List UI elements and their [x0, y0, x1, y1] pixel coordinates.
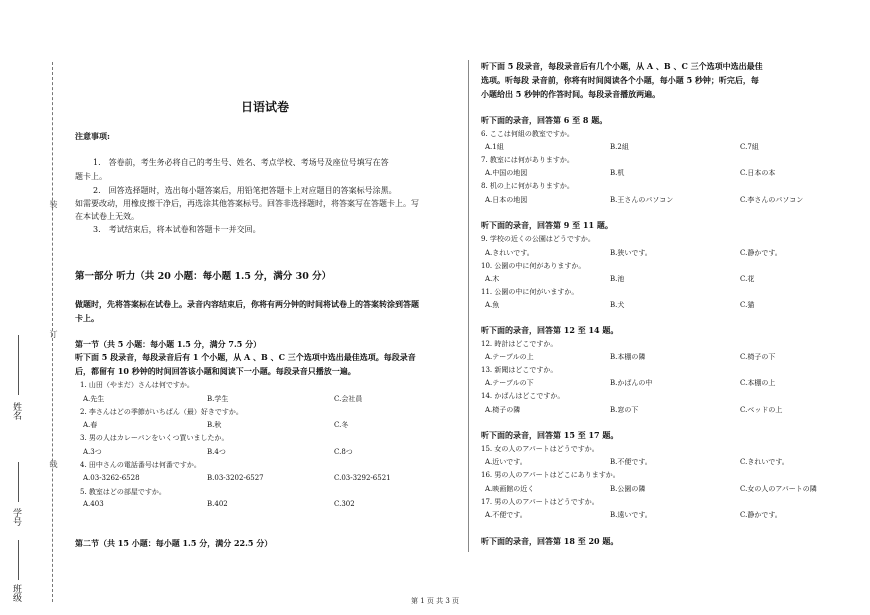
q9-option-a: A.きれいです。 — [485, 249, 534, 257]
q4-option-b: B.03-3202-6527 — [207, 474, 264, 482]
id-write-line — [18, 462, 19, 502]
q14-option-c: C.ベッドの上 — [740, 406, 783, 414]
q3-option-b: B.4つ — [207, 448, 226, 456]
question-1: 1. 山田（やまだ）さんは何ですか。 — [80, 381, 194, 389]
class-write-line — [18, 540, 19, 580]
q7-option-b: B.机 — [610, 169, 625, 177]
question-4: 4. 田中さんの電話番号は何番ですか。 — [80, 461, 201, 469]
question-12: 12. 時計はどこですか。 — [481, 340, 558, 348]
right-intro-2: 选项。听每段 录音前，你将有时间阅读各个小题，每小题 5 秒钟；听完后，每 — [481, 75, 759, 85]
q7-option-c: C.日本の本 — [740, 169, 776, 177]
section1-intro-1: 听下面 5 段录音，每段录音后有 1 个小题，从 A 、B 、C 三个选项中选出最佳选项。每段录音 — [75, 352, 416, 362]
q2-option-a: A.春 — [83, 421, 98, 429]
q8-option-b: B.王さんのパソコン — [610, 196, 674, 204]
q1-option-b: B.学生 — [207, 395, 229, 403]
question-5: 5. 教室はどの部屋ですか。 — [80, 488, 166, 496]
binding-margin — [0, 0, 70, 615]
q13-option-b: B.かばんの中 — [610, 379, 653, 387]
q2-option-b: B.秋 — [207, 421, 222, 429]
q12-option-b: B.本棚の隣 — [610, 353, 646, 361]
q16-option-c: C.女の人のアパートの隣 — [740, 485, 817, 493]
binding-char-2: 订 — [49, 330, 58, 338]
q3-option-c: C.8つ — [334, 448, 353, 456]
part1-intro-1: 做题时，先将答案标在试卷上。录音内容结束后，你将有两分钟的时间将试卷上的答案转涂到答题 — [75, 299, 419, 309]
question-11: 11. 公園の中に何がいますか。 — [481, 288, 579, 296]
column-divider — [468, 60, 469, 552]
q6-option-b: B.2組 — [610, 143, 629, 151]
right-intro-1: 听下面 5 段录音，每段录音后有几个小题，从 A 、B 、C 三个选项中选出最佳 — [481, 61, 763, 71]
q11-option-a: A.魚 — [485, 301, 500, 309]
question-2: 2. 李さんはどの季節がいちばん（最）好きですか。 — [80, 408, 243, 416]
q17-option-a: A.不便です。 — [485, 511, 527, 519]
q11-option-c: C.猫 — [740, 301, 755, 309]
name-label: 姓名 — [11, 402, 21, 420]
id-label: 学号 — [11, 508, 21, 526]
q5-option-c: C.302 — [334, 500, 355, 508]
group-3-heading: 听下面的录音，回答第 12 至 14 题。 — [481, 325, 619, 335]
binding-char-3: 线 — [49, 460, 58, 468]
question-3: 3. 男の人はカレーパンをいくつ買いましたか。 — [80, 434, 229, 442]
q9-option-b: B.狭いです。 — [610, 249, 652, 257]
notice-line-6: 3. 考试结束后，将本试卷和答题卡一并交回。 — [93, 225, 261, 234]
q4-option-a: A.03-3262-6528 — [83, 474, 140, 482]
group-1-heading: 听下面的录音，回答第 6 至 8 题。 — [481, 115, 608, 125]
part1-intro-2: 卡上。 — [75, 313, 99, 323]
notice-line-2: 题卡上。 — [75, 172, 107, 181]
notice-heading: 注意事项: — [75, 131, 110, 141]
question-14: 14. かばんはどこですか。 — [481, 392, 565, 400]
q4-option-c: C.03-3292-6521 — [334, 474, 391, 482]
part1-heading: 第一部分 听力（共 20 小题：每小题 1.5 分，满分 30 分） — [75, 271, 332, 282]
section1-intro-2: 后，都留有 10 秒钟的时间回答该小题和阅读下一小题。每段录音只播放一遍。 — [75, 366, 356, 376]
right-intro-3: 小题给出 5 秒钟的作答时间。每段录音播放两遍。 — [481, 89, 661, 99]
q3-option-a: A.3つ — [83, 448, 102, 456]
section1-heading: 第一节（共 5 小题：每小题 1.5 分，满分 7.5 分） — [75, 339, 262, 349]
notice-line-4: 如需要改动，用橡皮擦干净后，再选涂其他答案标号。回答非选择题时，将答案写在答题卡上。写 — [75, 199, 419, 208]
q6-option-c: C.7組 — [740, 143, 759, 151]
q15-option-a: A.近いです。 — [485, 458, 527, 466]
q10-option-c: C.花 — [740, 275, 755, 283]
question-13: 13. 新聞はどこですか。 — [481, 366, 558, 374]
page-title: 日语试卷 — [241, 100, 290, 114]
q8-option-a: A.日本の地図 — [485, 196, 528, 204]
q1-option-a: A.先生 — [83, 395, 105, 403]
q1-option-c: C.会社員 — [334, 395, 363, 403]
question-9: 9. 学校の近くの公園はどうですか。 — [481, 235, 595, 243]
q13-option-c: C.本棚の上 — [740, 379, 776, 387]
page-footer: 第 1 页 共 3 页 — [410, 597, 460, 605]
q13-option-a: A.テーブルの下 — [485, 379, 534, 387]
q5-option-b: B.402 — [207, 500, 228, 508]
notice-line-3: 2. 回答选择题时，选出每小题答案后，用铅笔把答题卡上对应题目的答案标号涂黑。 — [93, 186, 397, 195]
q12-option-c: C.椅子の下 — [740, 353, 776, 361]
q17-option-b: B.遠いです。 — [610, 511, 652, 519]
q9-option-c: C.静かです。 — [740, 249, 782, 257]
q5-option-a: A.403 — [83, 500, 104, 508]
question-10: 10. 公園の中に何がありますか。 — [481, 262, 586, 270]
group-5-heading: 听下面的录音，回答第 18 至 20 题。 — [481, 536, 619, 546]
binding-char-1: 装 — [49, 200, 58, 208]
question-15: 15. 女の人のアパートはどうですか。 — [481, 445, 599, 453]
q8-option-c: C.李さんのパソコン — [740, 196, 804, 204]
notice-line-5: 在本试卷上无效。 — [75, 212, 139, 221]
q16-option-a: A.映画館の近く — [485, 485, 535, 493]
question-17: 17. 男の人のアパートはどうですか。 — [481, 498, 599, 506]
q11-option-b: B.犬 — [610, 301, 625, 309]
section2-heading: 第二节（共 15 小题：每小题 1.5 分，满分 22.5 分） — [75, 538, 273, 548]
q15-option-c: C.きれいです。 — [740, 458, 789, 466]
name-write-line — [18, 335, 19, 395]
group-4-heading: 听下面的录音，回答第 15 至 17 题。 — [481, 430, 619, 440]
question-6: 6. ここは何組の教室ですか。 — [481, 130, 574, 138]
q7-option-a: A.中国の地図 — [485, 169, 528, 177]
question-8: 8. 机の上に何がありますか。 — [481, 182, 574, 190]
class-label: 班级 — [11, 584, 21, 602]
q17-option-c: C.静かです。 — [740, 511, 782, 519]
q16-option-b: B.公園の隣 — [610, 485, 646, 493]
q15-option-b: B.不便です。 — [610, 458, 652, 466]
q12-option-a: A.テーブルの上 — [485, 353, 534, 361]
q14-option-b: B.窓の下 — [610, 406, 639, 414]
question-7: 7. 教室には何がありますか。 — [481, 156, 574, 164]
notice-line-1: 1. 答卷前，考生务必将自己的考生号、姓名、考点学校、考场号及座位号填写在答 — [93, 158, 389, 167]
q10-option-a: A.木 — [485, 275, 500, 283]
group-2-heading: 听下面的录音，回答第 9 至 11 题。 — [481, 220, 613, 230]
question-16: 16. 男の人のアパートはどこにありますか。 — [481, 471, 620, 479]
q2-option-c: C.冬 — [334, 421, 349, 429]
q14-option-a: A.椅子の隣 — [485, 406, 521, 414]
q6-option-a: A.1組 — [485, 143, 504, 151]
q10-option-b: B.池 — [610, 275, 625, 283]
